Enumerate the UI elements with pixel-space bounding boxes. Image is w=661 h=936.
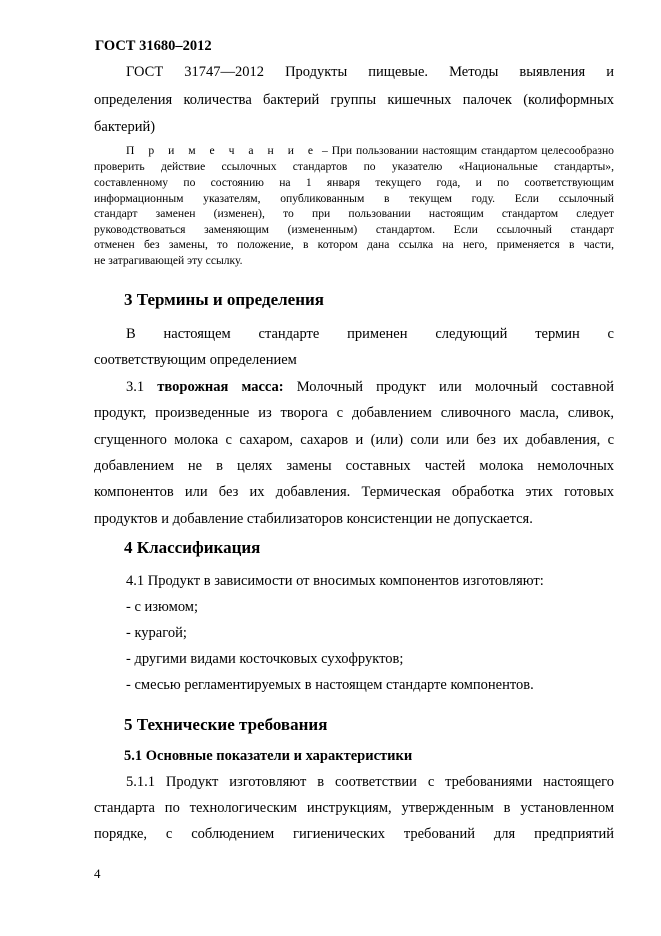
list-item: - курагой; bbox=[126, 625, 187, 641]
section-5-heading: 5 Технические требования bbox=[124, 715, 328, 734]
note-line: составленному по состоянию на 1 января текущего года, и по соответствующим bbox=[94, 176, 614, 189]
note-line: не затрагивающей эту ссылку. bbox=[94, 254, 243, 267]
section-5-text: стандарта по технологическим инструкциям, утвержденным в установленном bbox=[94, 800, 614, 816]
ref-line: бактерий) bbox=[94, 119, 156, 135]
list-item: - смесью регламентируемых в настоящем стандарте компонентов. bbox=[126, 677, 534, 693]
page-number: 4 bbox=[94, 866, 101, 881]
list-item: - с изюмом; bbox=[126, 599, 198, 615]
document-header: ГОСТ 31680–2012 bbox=[95, 38, 212, 54]
ref-line: ГОСТ 31747—2012 Продукты пищевые. Методы выявления и bbox=[126, 64, 614, 80]
note-line: отменен без замены, то положение, в котором дана ссылка на него, применяется в части, bbox=[94, 238, 614, 251]
definition-line: 3.1 творожная масса: Молочный продукт или молочный составной bbox=[126, 379, 614, 395]
section-4-heading: 4 Классификация bbox=[124, 538, 261, 557]
section-5-text: 5.1.1 Продукт изготовляют в соответствии с требованиями настоящего bbox=[126, 774, 614, 790]
section-5-text: порядке, с соблюдением гигиенических требований для предприятий bbox=[94, 826, 614, 842]
definition-line: продуктов и добавление стабилизаторов консистенции не допускается. bbox=[94, 511, 533, 527]
note-line: проверить действие ссылочных стандартов по указателю «Национальные стандарты», bbox=[94, 160, 614, 173]
section-3-heading: 3 Термины и определения bbox=[124, 290, 325, 309]
definition-line: добавлением не в целях замены составных частей молока немолочных bbox=[94, 458, 614, 474]
ref-line: определения количества бактерий группы кишечных палочек (колиформных bbox=[94, 92, 614, 108]
section-3-text: В настоящем стандарте применен следующий термин с bbox=[126, 326, 614, 342]
definition-line: сгущенного молока с сахаром, сахаров и (или) соли или без их добавления, с bbox=[94, 432, 614, 448]
section-4-text: 4.1 Продукт в зависимости от вносимых компонентов изготовляют: bbox=[126, 573, 544, 589]
note-line: П р и м е ч а н и е – При пользовании настоящим стандартом целесообразно bbox=[126, 144, 614, 157]
definition-line: продукт, произведенные из творога с добавлением сливочного масла, сливок, bbox=[94, 405, 614, 421]
note-line: руководствоваться заменяющим (измененным) стандартом. Если ссылочный стандарт bbox=[94, 223, 614, 236]
defined-term: творожная масса: bbox=[157, 379, 284, 395]
note-line: стандарт заменен (изменен), то при пользовании настоящим стандартом следует bbox=[94, 207, 614, 220]
note-label: П р и м е ч а н и е bbox=[126, 144, 319, 157]
definition-line: компонентов или без их добавления. Термическая обработка этих готовых bbox=[94, 484, 614, 500]
subsection-heading: 5.1 Основные показатели и характеристики bbox=[124, 748, 413, 764]
note-line: информационным указателям, опубликованным в текущем году. Если ссылочный bbox=[94, 192, 614, 205]
section-3-text: соответствующим определением bbox=[94, 352, 297, 368]
list-item: - другими видами косточковых сухофруктов; bbox=[126, 651, 404, 667]
